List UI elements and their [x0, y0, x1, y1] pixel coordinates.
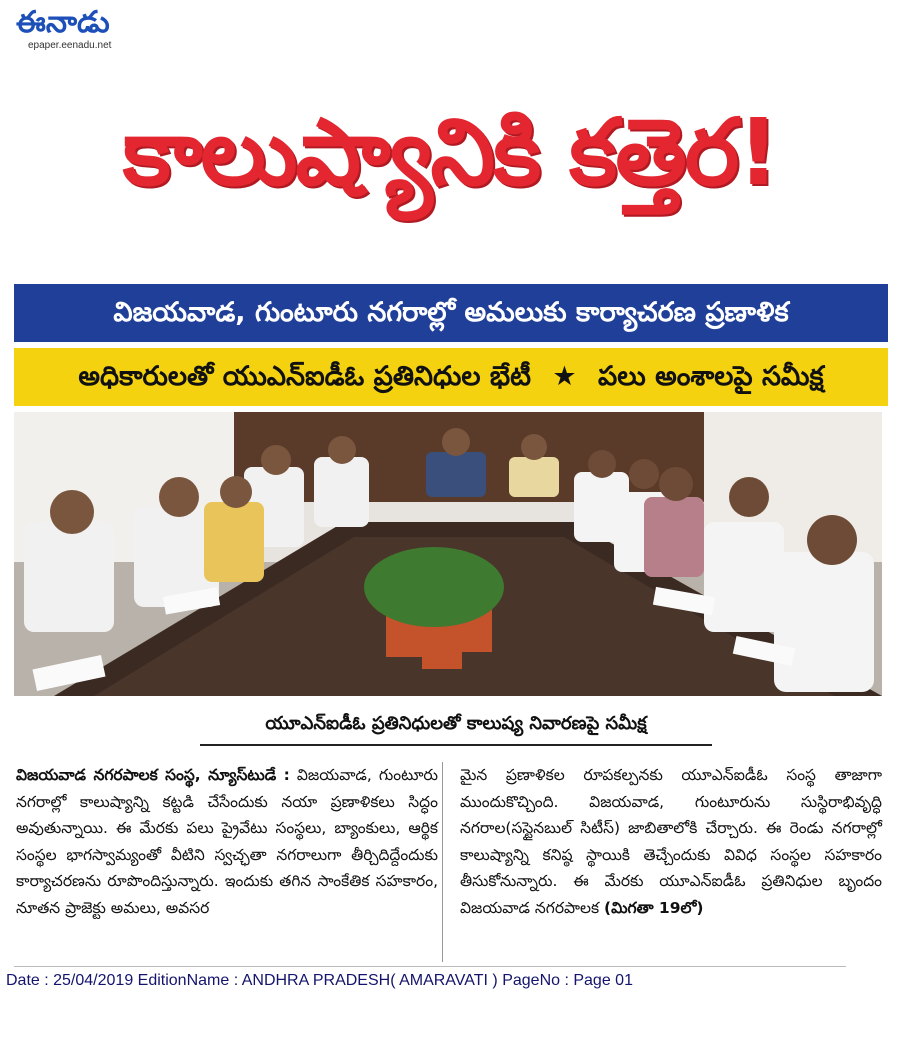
subhead-blue-text: విజయవాడ, గుంటూరు నగరాల్లో అమలుకు కార్యాచరణ ప్రణాళిక — [113, 297, 789, 328]
subhead-yellow-band — [14, 348, 888, 406]
subhead-yellow-left: అధికారులతో యుఎన్‌ఐడీఓ ప్రతినిధుల భేటీ — [78, 361, 531, 392]
article-text-right: మైన ప్రణాళికల రూపకల్పనకు యూఎన్‌ఐడీఓ సంస్థ తాజాగా ముందుకొచ్చింది. విజయవాడ, గుంటూరును సుస్థిరాభివృద్ధి నగరాల(సస్టైనబుల్ సిటీస్) జాబితాలోకి చేర్చారు. ఈ రెండు నగరాల్లో కాలుష్యాన్ని కనిష్ఠ స్థాయికి తెచ్చేందుకు వివిధ సంస్థల సహకారం తీసుకోనున్నారు. ఈ మేరకు యూఎన్‌ఐడీఓ ప్రతినిధుల బృందం విజయవాడ నగరపాలక — [460, 766, 882, 917]
article-text-left: విజయవాడ, గుంటూరు నగరాల్లో కాలుష్యాన్ని కట్టడి చేసేందుకు నయా ప్రణాళికలు సిద్ధం అవుతున్నాయి. ఈ మేరకు పలు ప్రైవేటు సంస్థలు, బ్యాంకులు, ఆర్థిక సంస్థల భాగస్వామ్యంతో వీటిని స్వచ్ఛతా నగరాలుగా తీర్చిదిద్దేందుకు కార్యాచరణను రూపొందిస్తున్నారు. ఇందుకు తగిన సాంకేతిక సహకారం, నూతన ప్రాజెక్టు అమలు, అవసర — [16, 766, 438, 917]
star-icon: ★ — [552, 361, 577, 392]
photo-caption: యూఎన్‌ఐడీఓ ప్రతినిధులతో కాలుష్య నివారణపై సమీక్ష — [200, 708, 712, 746]
meeting-photo — [14, 412, 882, 696]
subhead-blue-band — [14, 284, 888, 342]
epaper-url: epaper.eenadu.net — [28, 40, 112, 51]
article-continued: (మిగతా 19లో) — [604, 898, 704, 917]
bottom-rule — [14, 966, 846, 967]
article-column-left — [16, 762, 438, 922]
meeting-photo-illustration — [14, 412, 882, 696]
subhead-yellow-right: పలు అంశాలపై సమీక్ష — [598, 361, 824, 392]
eenadu-logo-mark — [14, 4, 144, 38]
article-dateline: విజయవాడ నగరపాలక సంస్థ, న్యూస్‌టుడే : — [16, 766, 290, 784]
edition-footer: Date : 25/04/2019 EditionName : ANDHRA PRADESH( AMARAVATI ) PageNo : Page 01 — [6, 972, 633, 989]
article-column-right — [460, 762, 882, 922]
headline: కాలుష్యానికి కత్తెర! — [122, 99, 778, 206]
column-divider — [442, 762, 443, 962]
logo-text: ఈనాడు — [16, 5, 110, 38]
eenadu-logo — [14, 4, 154, 54]
